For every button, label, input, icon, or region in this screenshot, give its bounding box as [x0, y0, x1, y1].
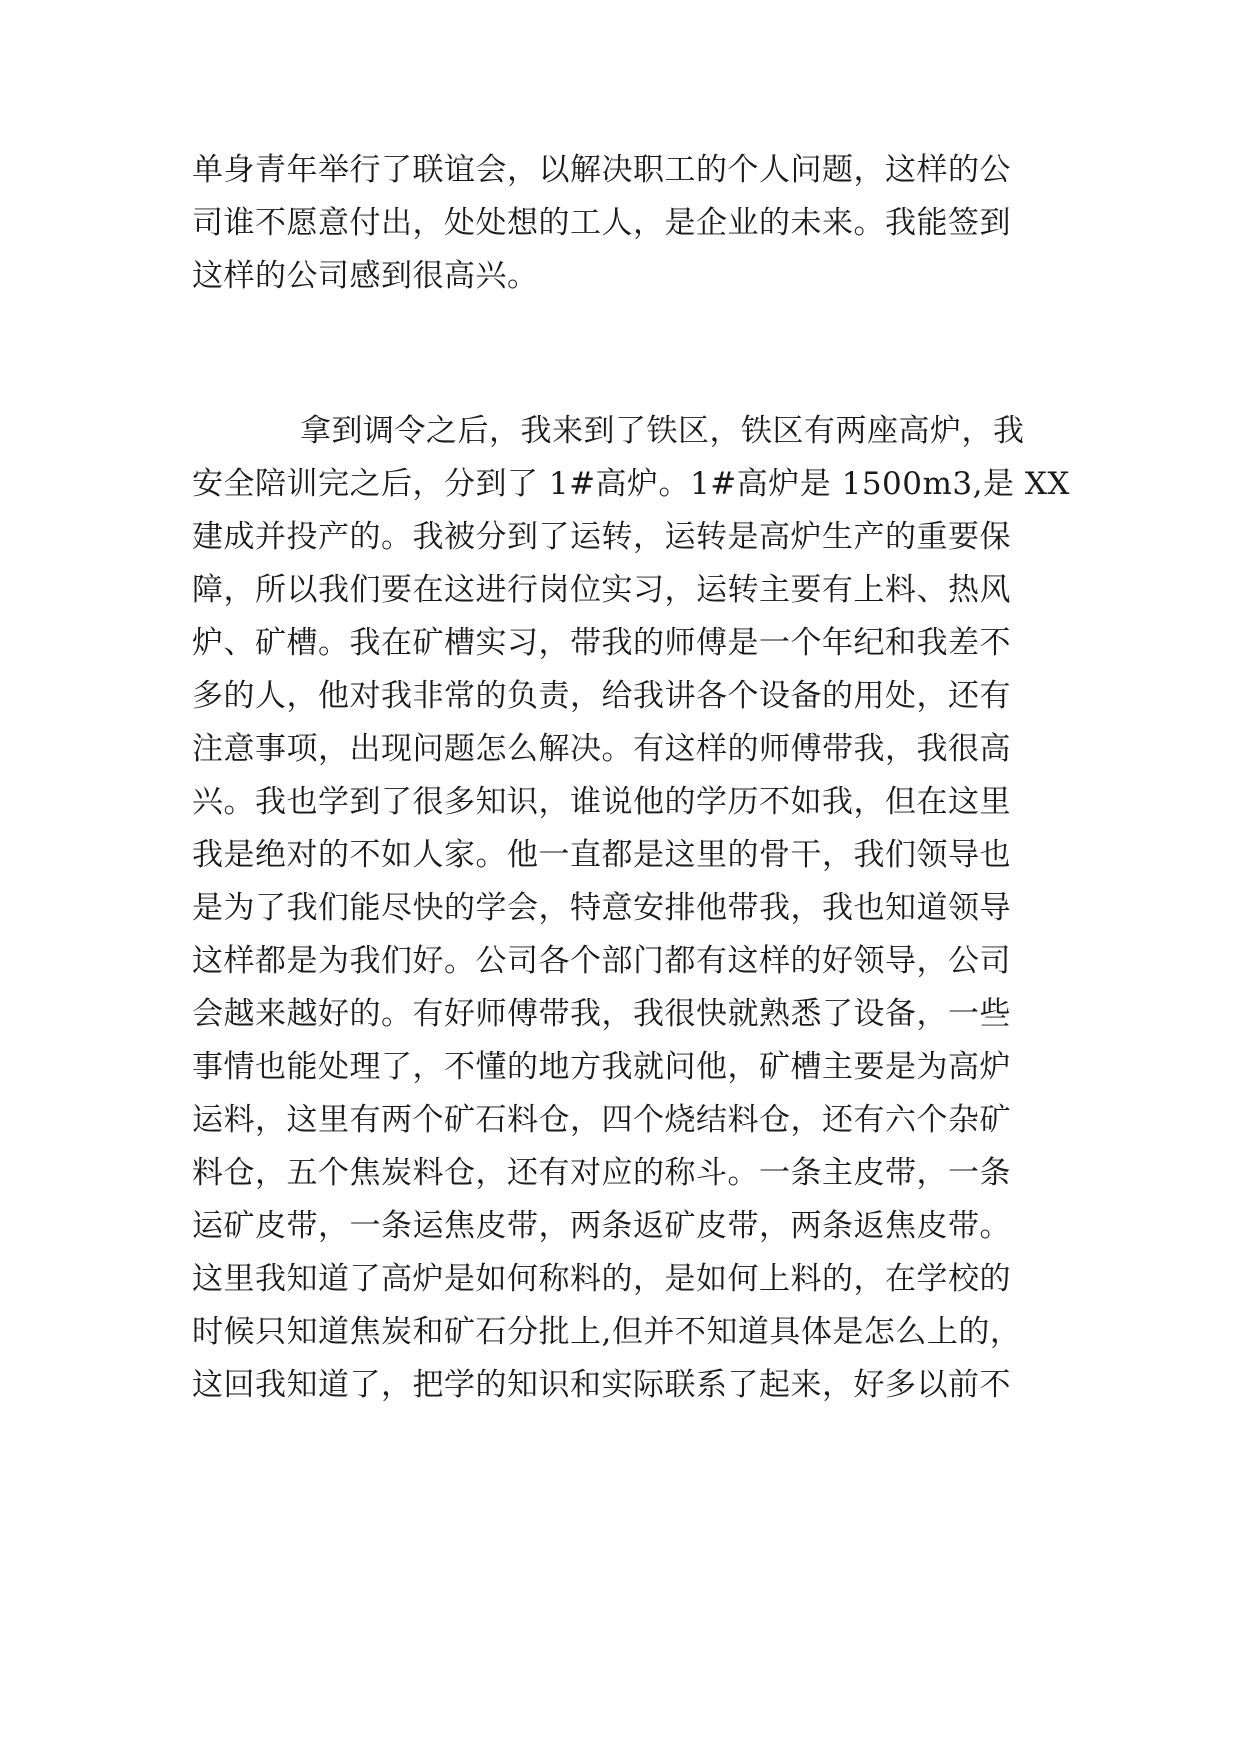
text-line: 多的人，他对我非常的负责，给我讲各个设备的用处，还有 [192, 678, 1011, 714]
text-line: 我是绝对的不如人家。他一直都是这里的骨干，我们领导也 [192, 837, 1011, 873]
text-line: 单身青年举行了联谊会，以解决职工的个人问题，这样的公 [192, 152, 1011, 188]
text-line: 时候只知道焦炭和矿石分批上,但并不知道具体是怎么上的， [192, 1314, 1022, 1350]
text-line: 安全陪训完之后，分到了 1#高炉。1#高炉是 1500m3,是 XX [192, 466, 1070, 502]
text-line: 是为了我们能尽快的学会，特意安排他带我，我也知道领导 [192, 890, 1011, 926]
text-line: 炉、矿槽。我在矿槽实习，带我的师傅是一个年纪和我差不 [192, 625, 1011, 661]
text-line: 事情也能处理了，不懂的地方我就问他，矿槽主要是为高炉 [192, 1049, 1011, 1085]
text-line: 料仓，五个焦炭料仓，还有对应的称斗。一条主皮带，一条 [192, 1155, 1011, 1191]
text-line: 障，所以我们要在这进行岗位实习，运转主要有上料、热风 [192, 572, 1011, 608]
text-line: 建成并投产的。我被分到了运转，运转是高炉生产的重要保 [192, 519, 1011, 555]
text-line: 这回我知道了，把学的知识和实际联系了起来，好多以前不 [192, 1367, 1011, 1403]
text-line: 这样都是为我们好。公司各个部门都有这样的好领导，公司 [192, 943, 1011, 979]
text-line: 兴。我也学到了很多知识，谁说他的学历不如我，但在这里 [192, 784, 1011, 820]
text-line-indented: 拿到调令之后，我来到了铁区，铁区有两座高炉，我 [300, 413, 1025, 449]
text-line: 这样的公司感到很高兴。 [192, 258, 539, 294]
text-line: 注意事项，出现问题怎么解决。有这样的师傅带我，我很高 [192, 731, 1011, 767]
text-line: 运矿皮带，一条运焦皮带，两条返矿皮带，两条返焦皮带。 [192, 1208, 1011, 1244]
text-line: 司谁不愿意付出，处处想的工人，是企业的未来。我能签到 [192, 205, 1011, 241]
text-line: 会越来越好的。有好师傅带我，我很快就熟悉了设备，一些 [192, 996, 1011, 1032]
text-line: 这里我知道了高炉是如何称料的，是如何上料的，在学校的 [192, 1261, 1011, 1297]
text-line: 运料，这里有两个矿石料仓，四个烧结料仓，还有六个杂矿 [192, 1102, 1011, 1138]
